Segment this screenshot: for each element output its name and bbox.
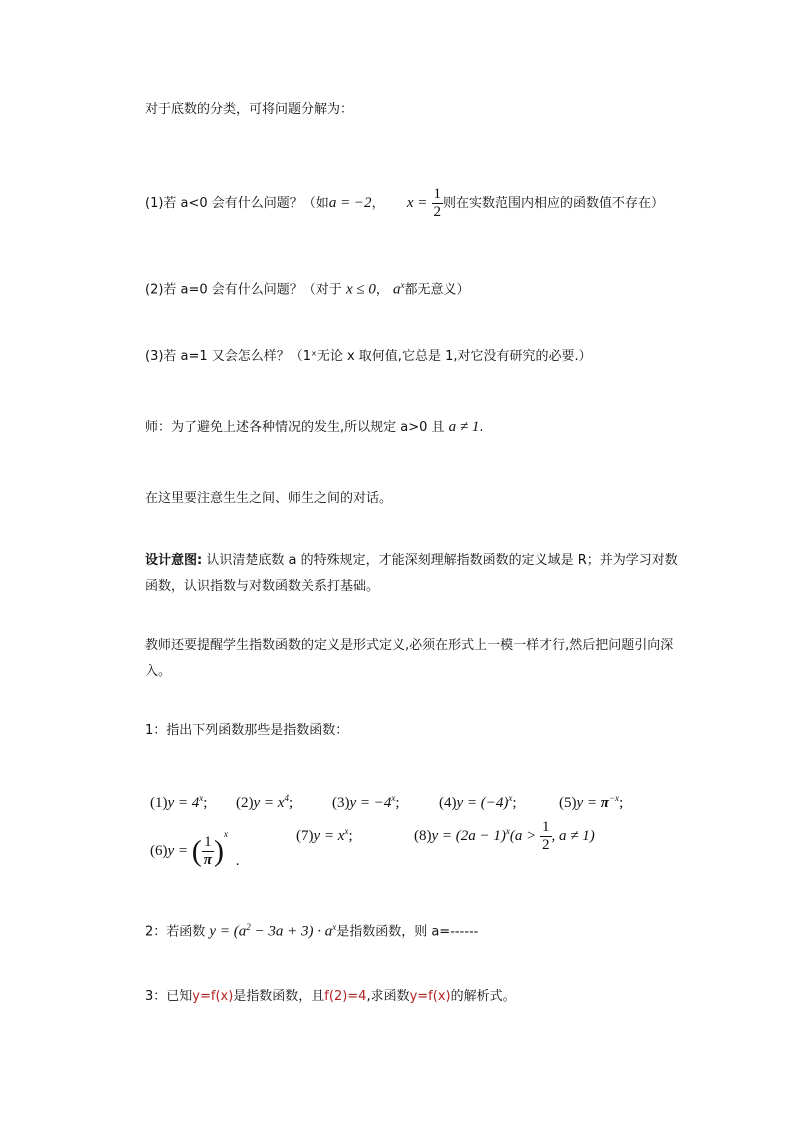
q2-expr-mid: − 3a + 3) · a (250, 923, 333, 940)
q3-mid-1: 是指数函数，且 (233, 989, 325, 1004)
fraction-denominator: 2 (433, 204, 442, 220)
teacher-note: 教师还要提醒学生指数函数的定义是形式定义,必须在形式上一模一样才行,然后把问题引向深入。 (145, 638, 674, 679)
q3-suffix: 的解析式。 (450, 989, 516, 1004)
item-expr: y = 4 (167, 795, 200, 811)
item-end: ; (203, 795, 208, 811)
case-2-condition: x ≤ 0 (345, 281, 376, 298)
q2-square: 2 (246, 922, 251, 932)
case-2-suffix: 都无意义） (404, 282, 470, 298)
q1-item-8 (414, 814, 595, 854)
item-exponent: x (508, 793, 513, 803)
item-exponent: 4 (284, 793, 289, 803)
question-3 (145, 988, 516, 1006)
q2-prefix: 2：若函数 (145, 924, 206, 940)
design-intent (145, 548, 685, 600)
teacher-prefix: 师：为了避免上述各种情况的发生,所以规定 a>0 且 (145, 420, 445, 435)
item-condition-suffix: , a ≠ 1) (551, 828, 595, 844)
q1-item-8-fraction (540, 819, 552, 854)
item-number: (8) (414, 828, 432, 844)
fraction-numerator: 1 (202, 834, 214, 852)
case-1-sep: ， (371, 196, 385, 211)
case-2-base: a (393, 281, 401, 298)
item-expr: y = (2a − 1) (431, 828, 506, 844)
case-1-suffix: 则在实数范围内相应的函数值不存在） (443, 196, 665, 211)
teacher-statement (145, 418, 484, 437)
item-expr: y = (−4) (456, 795, 509, 811)
design-text: 认识清楚底数 a 的特殊规定，才能深刻理解指数函数的定义域是 R；并为学习对数函数，认识指数与对数函数关系打基础。 (145, 553, 678, 594)
case-2-exponent: x (400, 280, 405, 290)
item-number: (3) (332, 795, 350, 811)
item-expr: y = (167, 843, 189, 859)
case-1-x-eq: x = (406, 195, 428, 211)
q1-item-4 (439, 789, 517, 812)
pi-symbol: π (600, 795, 609, 811)
fraction-numerator: 1 (433, 186, 442, 202)
item-end: ; (348, 828, 353, 844)
item-number: (5) (559, 795, 577, 811)
case-1-a-eq: a = −2 (328, 195, 372, 211)
question-1: 1：指出下列函数那些是指数函数： (145, 723, 349, 738)
item-number: (6) (150, 843, 168, 859)
item-number: (1) (150, 795, 168, 811)
item-end: ; (512, 795, 517, 811)
q2-suffix: 是指数函数，则 a=------ (336, 924, 479, 940)
q1-item-3 (332, 789, 400, 812)
fraction-denominator: π (203, 852, 212, 869)
item-condition-prefix: (a > (509, 828, 537, 844)
item-number: (4) (439, 795, 457, 811)
design-label: 设计意图: (145, 553, 203, 568)
item-number: (7) (296, 828, 314, 844)
q2-exponent: x (332, 922, 337, 932)
item-end: ; (395, 795, 400, 811)
item-exponent: x (199, 793, 204, 803)
item-number: (2) (236, 795, 254, 811)
q1-item-7 (296, 822, 353, 845)
q1-item-2 (236, 789, 293, 812)
item-end: . (235, 853, 240, 869)
item-end: ; (288, 795, 294, 811)
case-1 (145, 183, 664, 224)
q3-mid-2: ,求函数 (366, 989, 410, 1004)
dialog-note: 在这里要注意生生之间、师生之间的对话。 (145, 491, 393, 506)
fraction-denominator: 2 (542, 837, 550, 854)
fraction-numerator: 1 (542, 819, 550, 836)
case-1-prefix: (1)若 a<0 会有什么问题？（如 (145, 196, 329, 211)
item-expr: y = x (253, 795, 285, 811)
item-exponent: x (391, 793, 396, 803)
intro-text: 对于底数的分类，可将问题分解为： (145, 102, 354, 117)
item-exponent: x (505, 826, 510, 836)
left-paren: ( (191, 834, 202, 868)
item-expr: y = x (313, 828, 345, 844)
q3-function-1: y=f(x) (192, 989, 234, 1004)
q1-item-6-fraction (202, 834, 214, 869)
case-2-sep: ， (375, 282, 389, 298)
q2-expr: y = (a (209, 923, 247, 940)
item-expr: y = (576, 795, 601, 811)
question-2 (145, 918, 478, 941)
item-exponent: −x (608, 793, 620, 803)
q1-item-6 (150, 812, 240, 874)
q3-function-3: y=f(x) (409, 989, 451, 1004)
teacher-suffix: . (479, 420, 484, 435)
right-paren: ) (213, 834, 224, 868)
case-1-fraction (432, 186, 444, 221)
q1-item-5 (559, 789, 623, 812)
case-3: (3)若 a=1 又会怎么样？（1ˣ无论 x 取何值,它总是 1,对它没有研究的必要.） (145, 349, 592, 364)
q1-item-1 (150, 789, 207, 812)
case-2 (145, 276, 470, 299)
item-exponent: x (344, 826, 349, 836)
case-2-prefix: (2)若 a=0 会有什么问题？（对于 (145, 282, 342, 298)
item-expr: y = −4 (349, 795, 392, 811)
item-exponent: x (223, 829, 228, 839)
teacher-condition: a ≠ 1 (448, 419, 480, 435)
q3-function-2: f(2)=4 (324, 989, 367, 1004)
item-end: ; (619, 795, 624, 811)
q3-prefix: 3：已知 (145, 989, 193, 1004)
